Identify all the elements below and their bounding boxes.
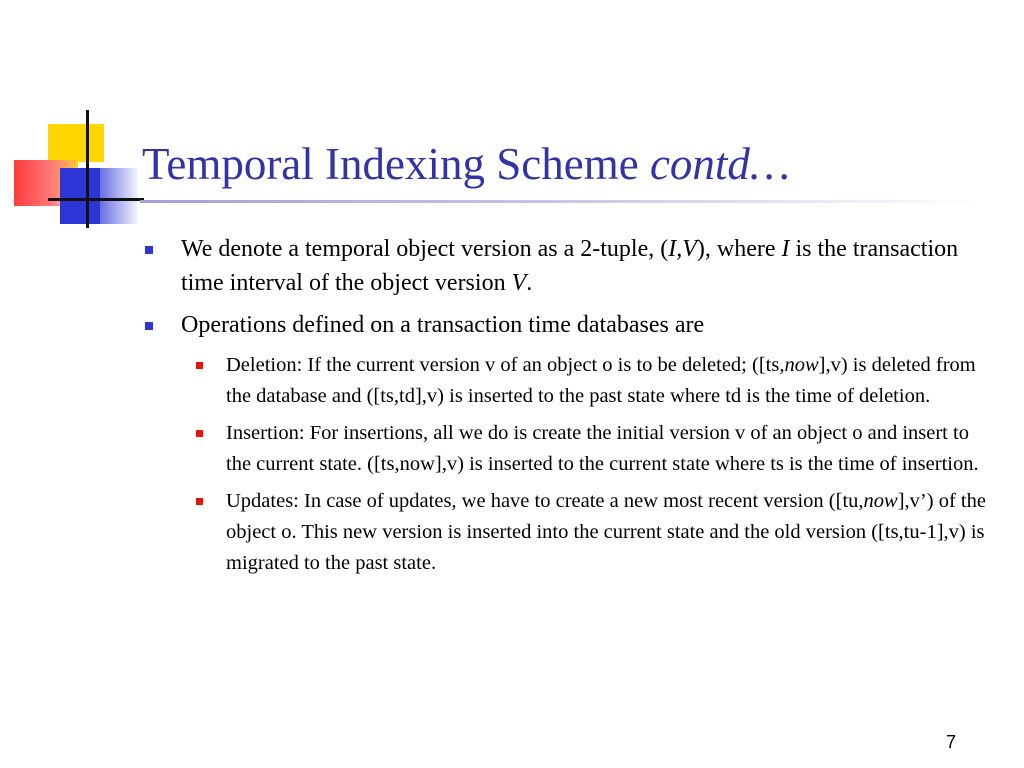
- slide-body: [140, 232, 990, 585]
- sub-bullet-deletion: [226, 350, 990, 412]
- sub-bullet-list: [226, 350, 990, 579]
- decorative-corner-graphic: [0, 0, 170, 240]
- page-number: 7: [946, 732, 957, 752]
- sub-bullet-text: Insertion: For insertions, all we do is create the initial version v of an object o and insert to the current state. ([ts,now],v) is inserted to the current state where ts is the time of insertion.: [226, 422, 979, 475]
- bullet-item-2: [140, 308, 990, 342]
- deco-vertical-line: [86, 110, 89, 228]
- bullet-text: Operations defined on a transaction time databases are: [181, 312, 705, 338]
- slide-title-italic: contd…: [649, 139, 790, 189]
- square-bullet-icon: [196, 498, 203, 505]
- square-bullet-icon: [196, 430, 203, 437]
- sub-bullet-text: Deletion: If the current version v of an object o is to be deleted; ([ts,now],v) is deleted from the database and ([ts,td],v) is inserted to the past state where td is the time of deletion.: [226, 354, 976, 407]
- slide-title-main: Temporal Indexing Scheme: [142, 139, 650, 189]
- square-bullet-icon: [145, 322, 153, 330]
- bullet-text: We denote a temporal object version as a 2-tuple, (I,V), where I is the transaction time interval of the object version V.: [181, 236, 959, 296]
- deco-yellow-square-top: [48, 124, 104, 162]
- slide-title: [142, 136, 790, 192]
- deco-blue-fade: [98, 168, 138, 224]
- square-bullet-icon: [145, 246, 153, 254]
- deco-horizontal-line: [48, 198, 144, 201]
- deco-blue-square: [60, 168, 100, 224]
- title-underline: [140, 200, 980, 203]
- bullet-item-1: [140, 232, 990, 300]
- sub-bullet-insertion: [226, 418, 990, 480]
- sub-bullet-text: Updates: In case of updates, we have to create a new most recent version ([tu,now],v’) of the object o. This new version is inserted into the current state and the old version ([ts,tu-1],v) is migrated to the past state.: [226, 490, 986, 574]
- square-bullet-icon: [196, 362, 203, 369]
- sub-bullet-updates: [226, 486, 990, 579]
